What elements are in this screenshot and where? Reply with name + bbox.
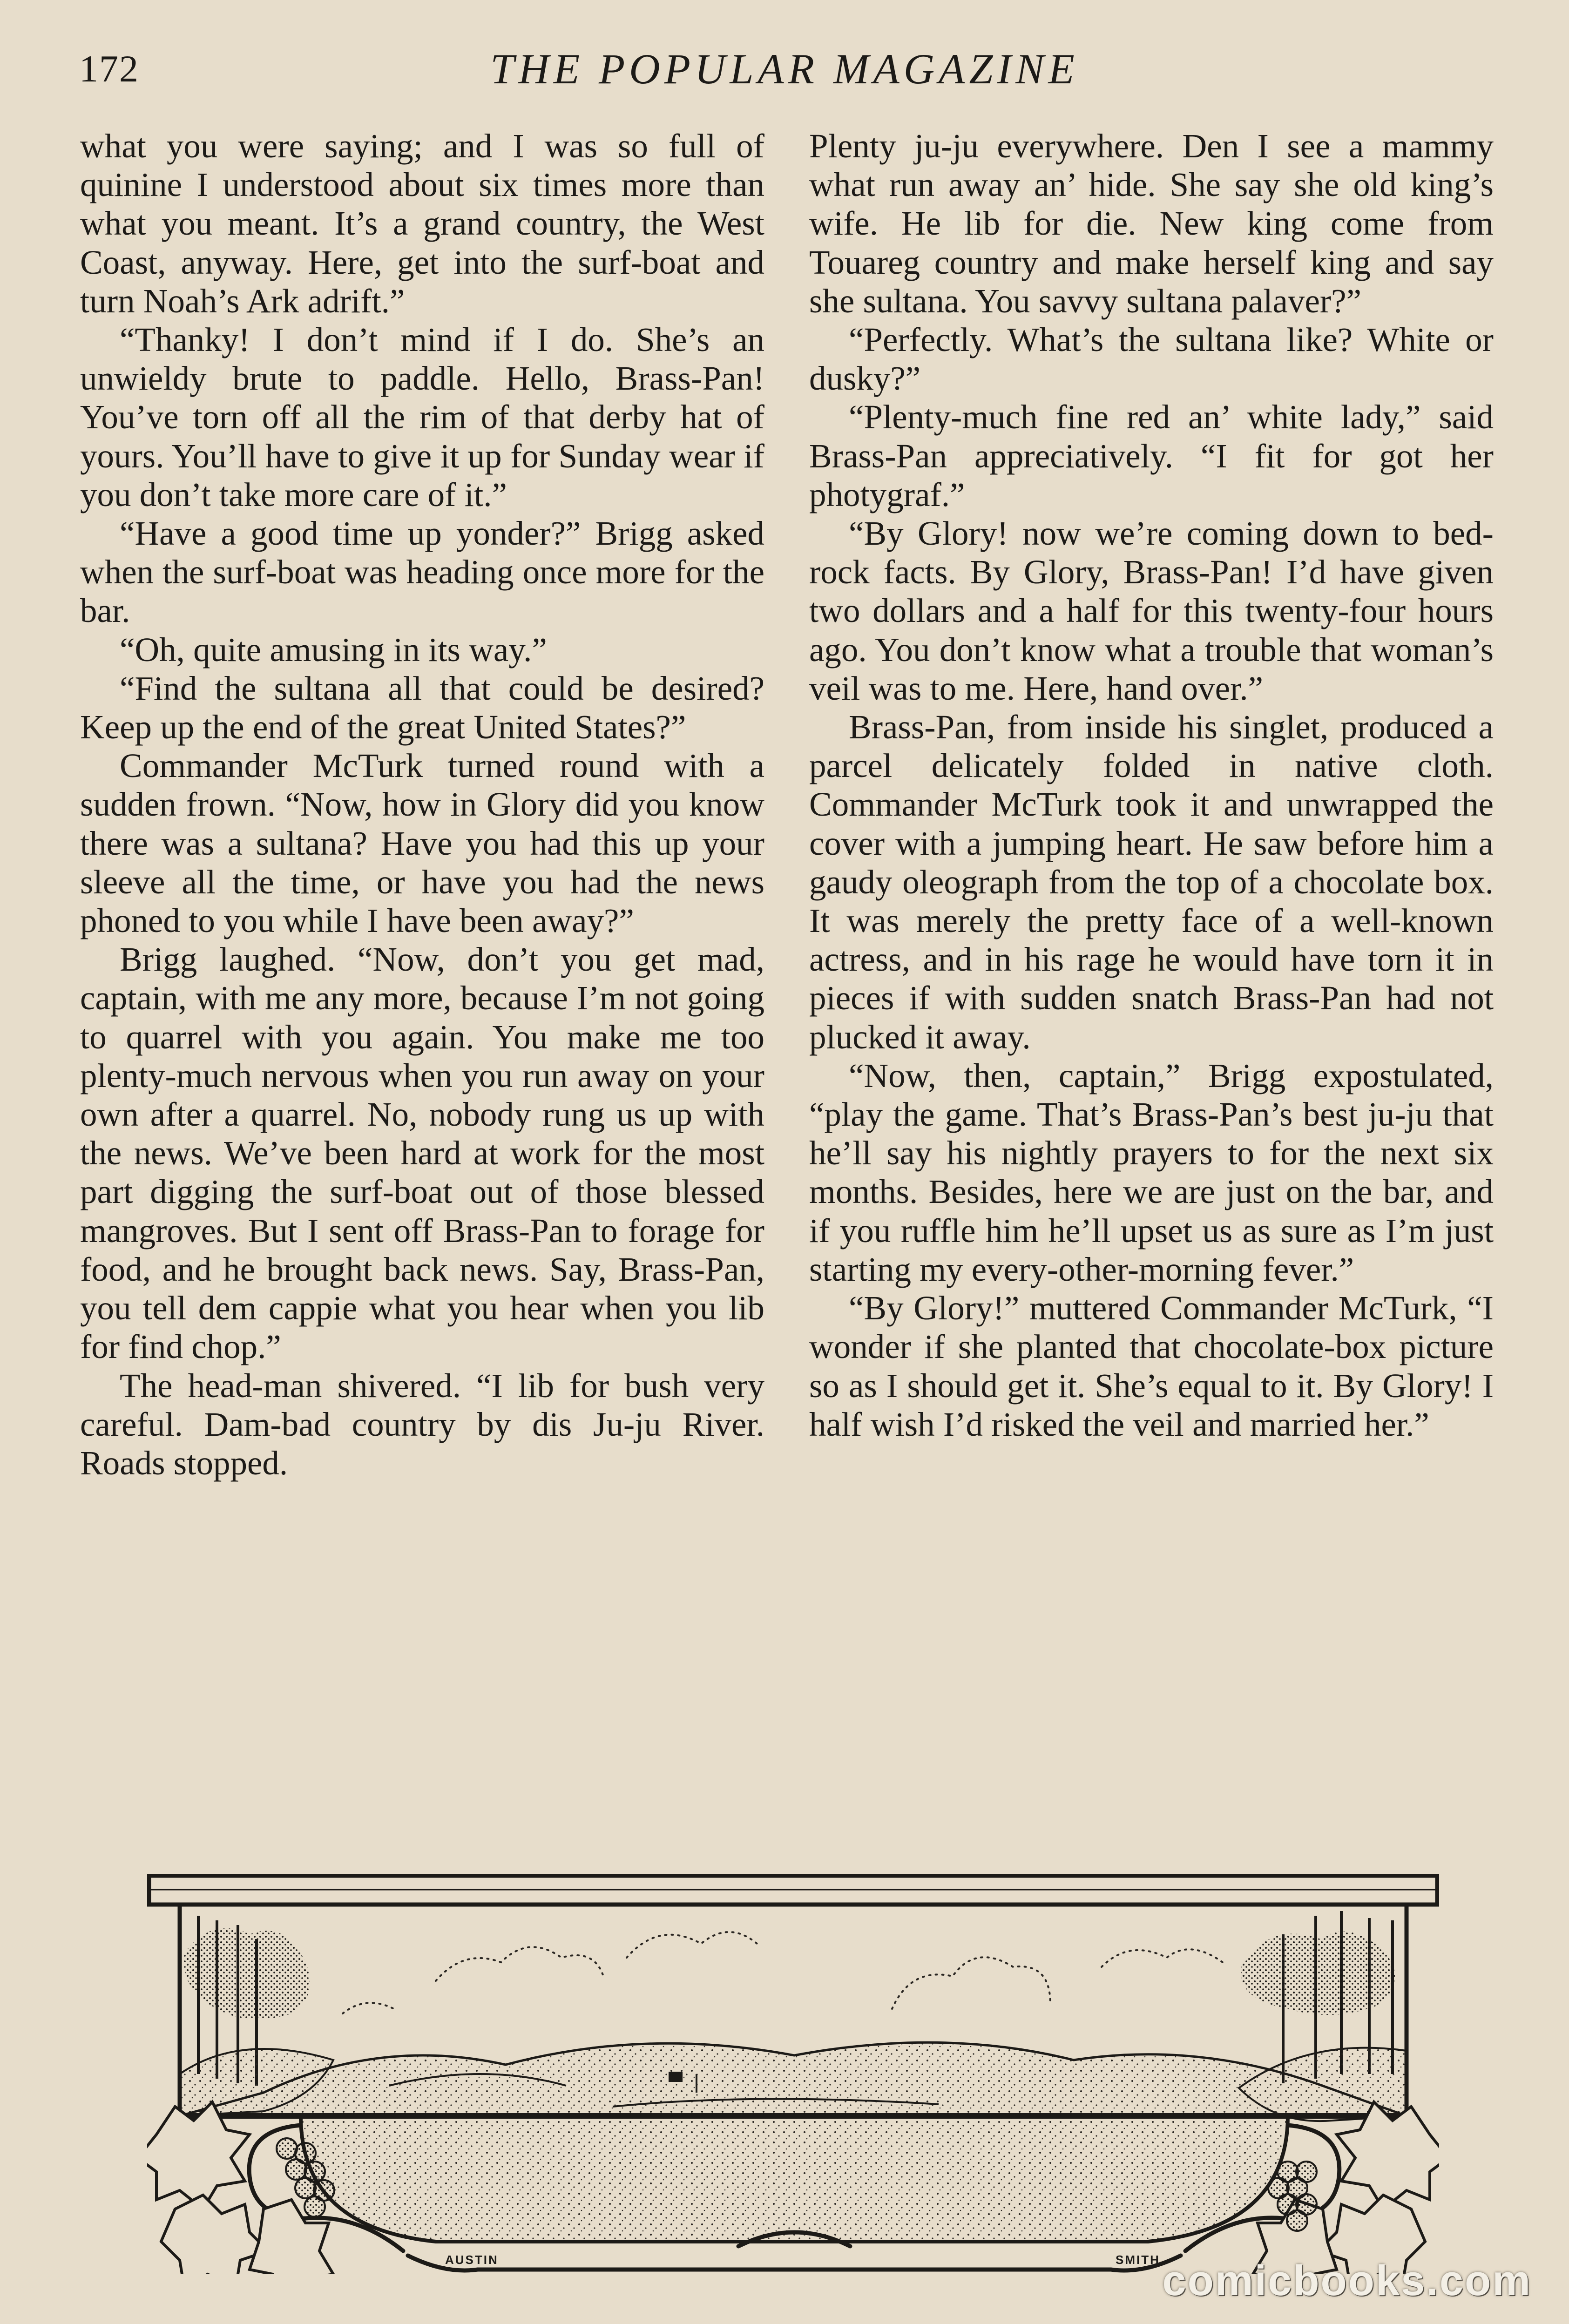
running-title: THE POPULAR MAGAZINE bbox=[490, 45, 1079, 93]
page-header bbox=[0, 44, 1569, 105]
paragraph: The head-man shivered. “I lib for bush very careful. Dam-bad country by dis Ju-ju River. Roads stopped. bbox=[80, 1366, 764, 1482]
page-number: 172 bbox=[79, 47, 139, 90]
paragraph: what you were saying; and I was so full of quinine I understood about six times more than what you meant. It’s a grand country, the West Coast, anyway. Here, get into the surf-boat and turn Noah’s Ark adrift.” bbox=[80, 127, 764, 320]
paragraph: “Have a good time up yonder?” Brigg asked when the surf-boat was heading once more for the bar. bbox=[80, 514, 764, 630]
paragraph: Commander McTurk turned round with a sudden frown. “Now, how in Glory did you know there was a sultana? Have you had this up your sleeve all the time, or have you had the news phoned to you while I have been away?” bbox=[80, 747, 764, 940]
tailpiece-illustration bbox=[147, 1874, 1439, 2274]
paragraph: “By Glory! now we’re coming down to bed-rock facts. By Glory, Brass-Pan! I’d have given two dollars and a half for this twenty-four hours ago. You don’t know what a trouble that woman’s veil was to me. Here, hand over.” bbox=[809, 514, 1494, 707]
paragraph: Brass-Pan, from inside his singlet, produced a parcel delicately folded in native cloth. Commander McTurk took it and unwrapped the cover with a jumping heart. He saw before him a gaudy oleograph from the top of a chocolate box. It was merely the pretty face of a well-known actress, and in his rage he would have torn it in pieces if with sudden snatch Brass-Pan had not plucked it away. bbox=[809, 708, 1494, 1056]
right-column bbox=[809, 127, 1494, 1444]
paragraph: “Perfectly. What’s the sultana like? White or dusky?” bbox=[809, 321, 1494, 398]
paragraph: “Plenty-much fine red an’ white lady,” said Brass-Pan appreciatively. “I fit for got her photygraf.” bbox=[809, 398, 1494, 513]
left-column bbox=[80, 127, 764, 1482]
paragraph: “Find the sultana all that could be desired? Keep up the end of the great United States?” bbox=[80, 669, 764, 746]
paragraph: Brigg laughed. “Now, don’t you get mad, captain, with me any more, because I’m not going to quarrel with you again. You make me too plenty-much nervous when you run away on your own after a quarrel. No, nobody rung us up with the news. We’ve been hard at work for the most part digging the surf-boat out of those blessed mangroves. But I sent off Brass-Pan to forage for food, and he brought back news. Say, Brass-Pan, you tell dem cappie what you hear when you lib for find chop.” bbox=[80, 940, 764, 1366]
paragraph: “By Glory!” muttered Commander McTurk, “I wonder if she planted that chocolate-box picture so as I should get it. She’s equal to it. By Glory! I half wish I’d risked the veil and married her.” bbox=[809, 1289, 1494, 1443]
landscape-vignette bbox=[147, 1874, 1439, 2274]
artist-signature-right: SMITH bbox=[1116, 2253, 1160, 2267]
paragraph: “Now, then, captain,” Brigg expostulated, “play the game. That’s Brass-Pan’s best ju-ju that he’ll say his nightly prayers to for the next six months. Besides, here we are just on the bar, and if you ruffle him he’ll upset us as sure as I’m just starting my every-other-morning fever.” bbox=[809, 1056, 1494, 1288]
artist-signature-left: AUSTIN bbox=[445, 2253, 499, 2267]
paragraph: Plenty ju-ju everywhere. Den I see a mammy what run away an’ hide. She say she old king’s wife. He lib for die. New king come from Touareg country and make herself king and say she sultana. You savvy sultana palaver?” bbox=[809, 127, 1494, 320]
paragraph: “Thanky! I don’t mind if I do. She’s an unwieldy brute to paddle. Hello, Brass-Pan! You’ve torn off all the rim of that derby hat of yours. You’ll have to give it up for Sunday wear if you don’t take more care of it.” bbox=[80, 321, 764, 513]
paragraph: “Oh, quite amusing in its way.” bbox=[120, 630, 547, 669]
watermark: comicbooks.com bbox=[1162, 2257, 1532, 2304]
